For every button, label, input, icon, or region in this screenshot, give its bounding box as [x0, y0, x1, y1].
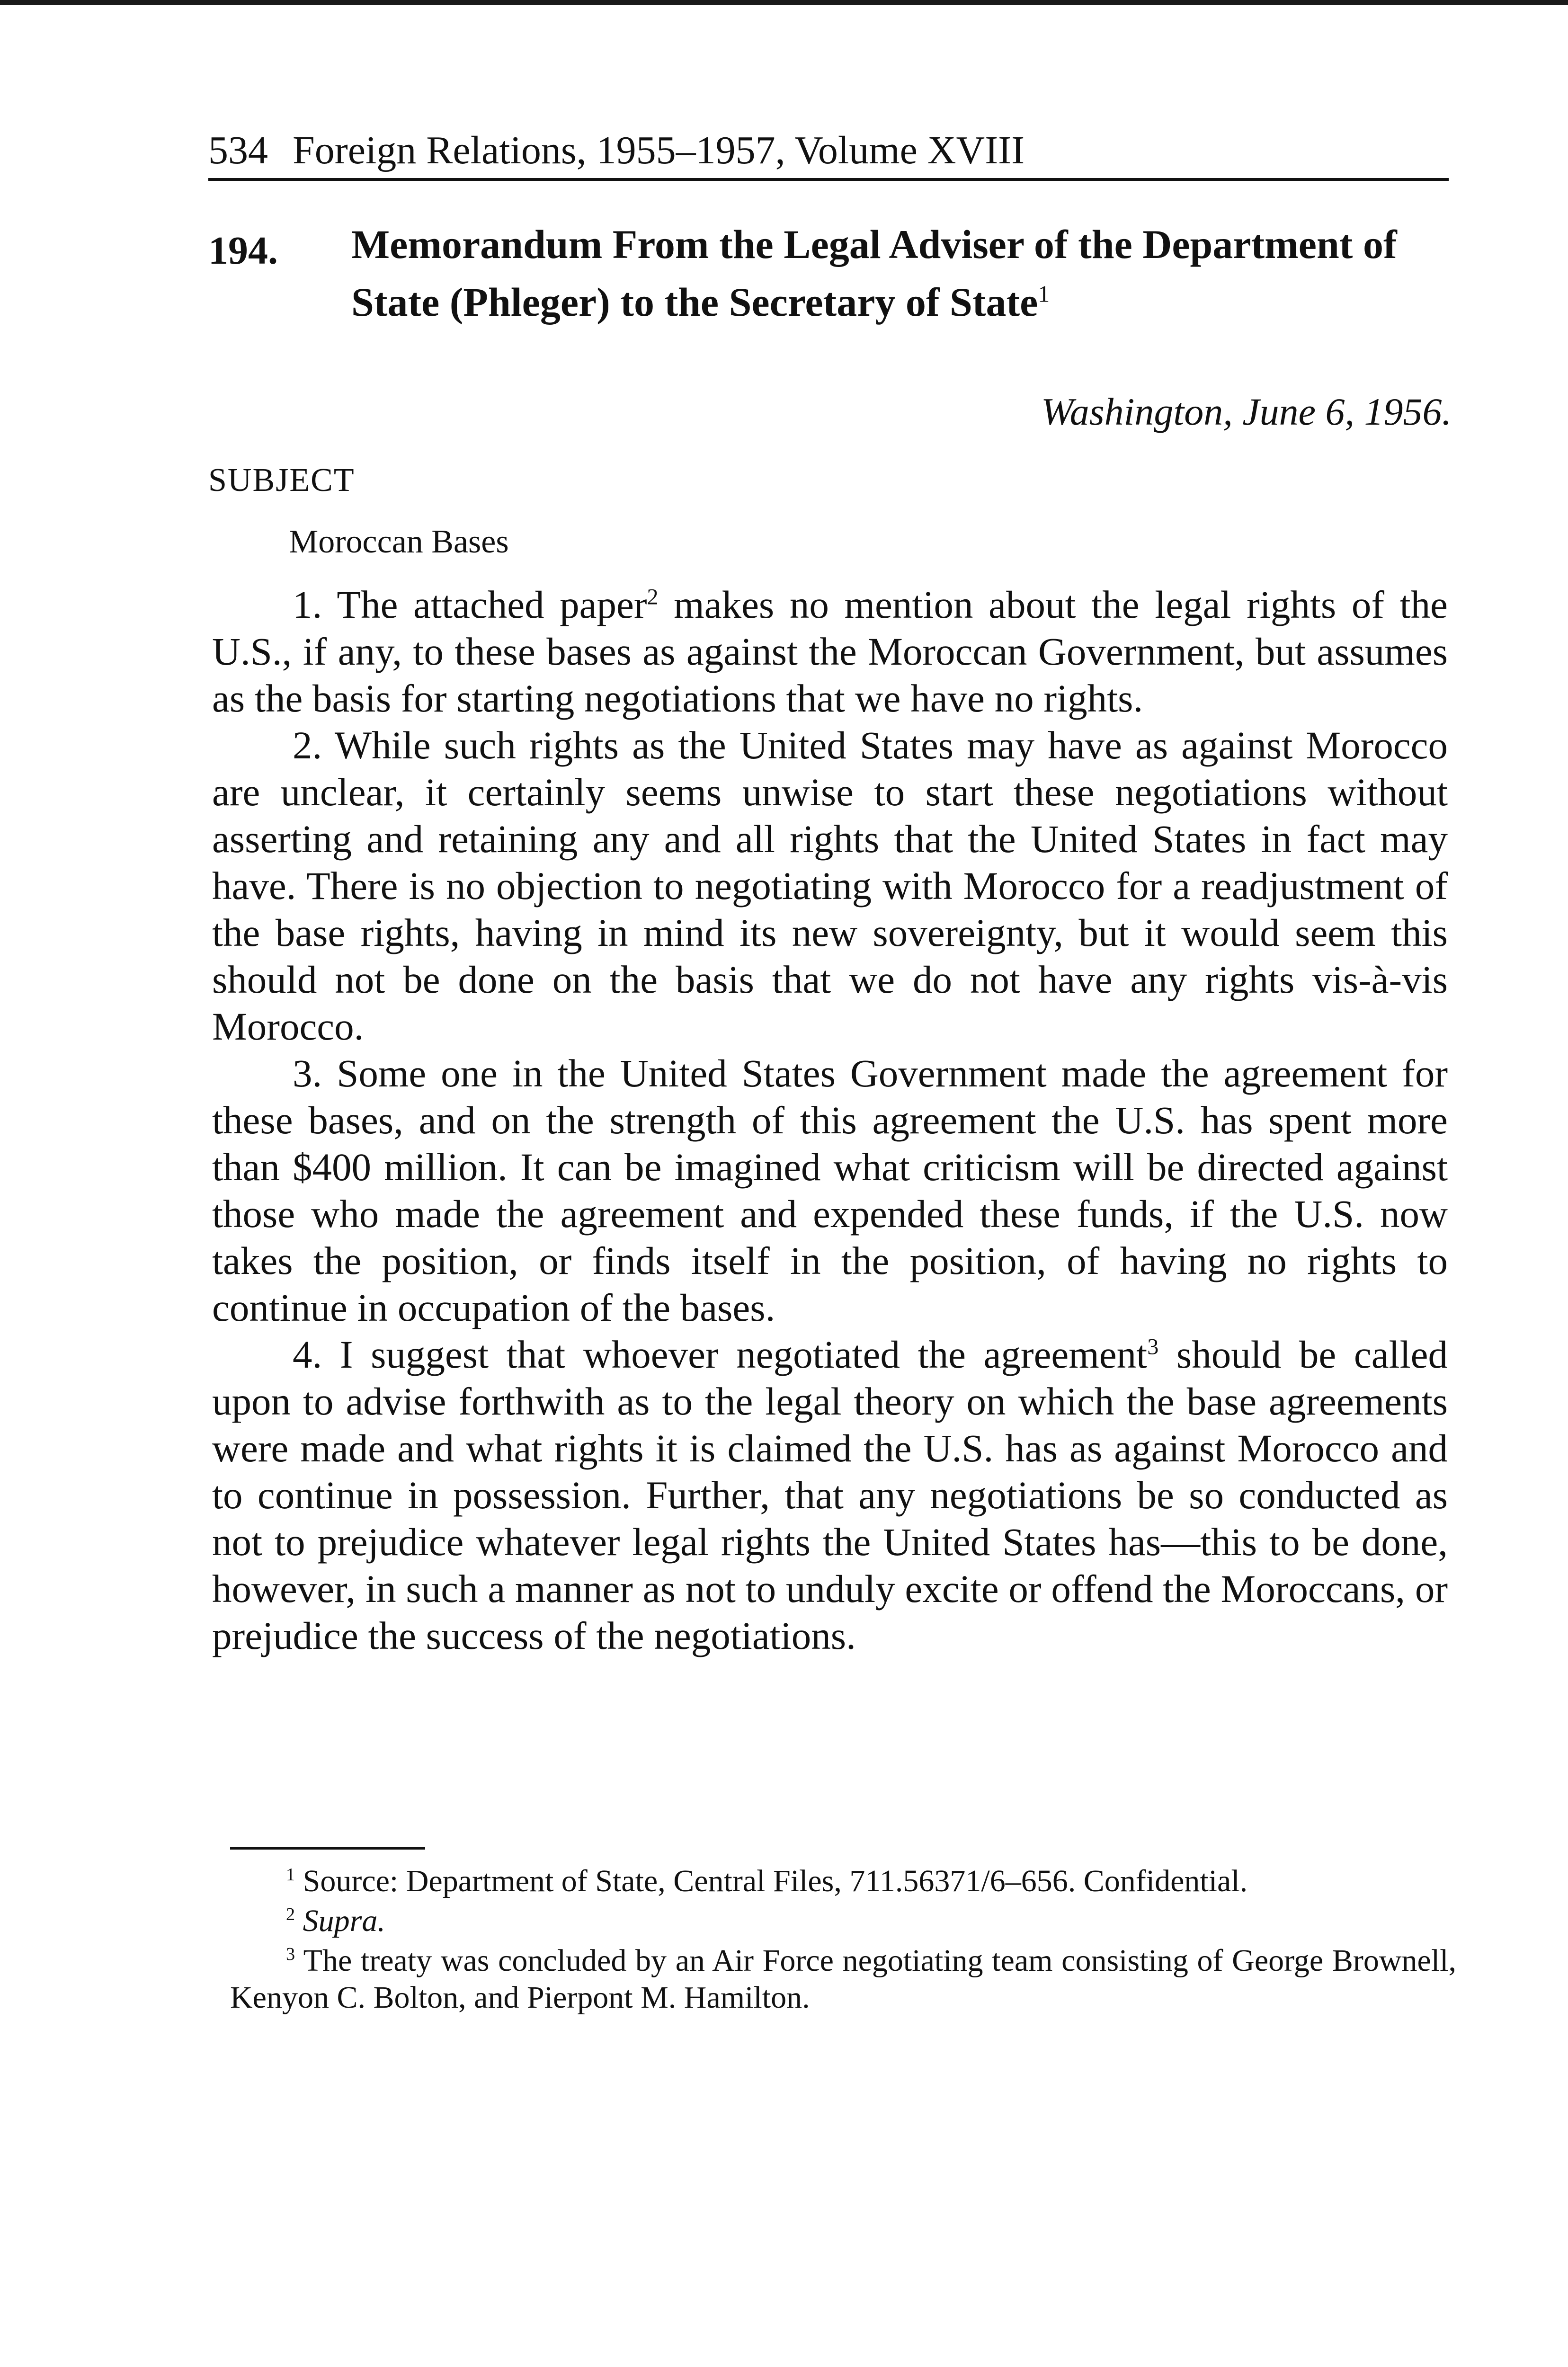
footnote-mark-3: 3 [286, 1944, 295, 1964]
paragraph-1-text-b: makes no mention about the legal rights of the U.S., if any, to these bases as against the Moroccan Government, but assumes as the basis for starting negotiations that we have no rights. [212, 583, 1448, 720]
memo-body [212, 581, 1448, 1659]
dateline: Washington, June 6, 1956. [1041, 390, 1452, 433]
paragraph-1 [212, 581, 1448, 722]
footnote-1 [230, 1863, 1456, 1900]
footnote-divider [230, 1847, 425, 1850]
footnote-3 [230, 1942, 1456, 2016]
paragraph-4 [212, 1331, 1448, 1659]
footnote-2-text: Supra. [303, 1904, 385, 1938]
subject-value: Moroccan Bases [289, 524, 509, 560]
paragraph-1-text-a: 1. The attached paper [293, 583, 647, 626]
footnotes [230, 1863, 1456, 2019]
footnote-2 [230, 1903, 1456, 1940]
page-number: 534 [208, 128, 268, 172]
footnote-3-text: The treaty was concluded by an Air Force negotiating team consisting of George Brownell, Kenyon C. Bolton, and Pierpont M. Hamilton. [230, 1943, 1456, 2015]
title-footnote-ref[interactable]: 1 [1038, 281, 1050, 307]
footnote-ref-3[interactable]: 3 [1147, 1334, 1159, 1360]
paragraph-2: 2. While such rights as the United States may have as against Morocco are unclear, it certainly seems unwise to start these negotiations without asserting and retaining any and all rights that the United States in fact may have. There is no objection to negotiating with Morocco for a readjustment of the base rights, having in mind its new sovereignty, but it would seem this should not be done on the basis that we do not have any rights vis-à-vis Morocco. [212, 723, 1448, 1048]
footnote-mark-2: 2 [286, 1904, 295, 1924]
running-head [208, 128, 1449, 181]
document-number: 194. [208, 229, 278, 273]
document-title-text: Memorandum From the Legal Adviser of the Department of State (Phleger) to the Secretary of State [351, 222, 1397, 325]
footnote-1-text: Source: Department of State, Central Files, 711.56371/6–656. Confidential. [303, 1864, 1248, 1898]
paragraph-3: 3. Some one in the United States Government made the agreement for these bases, and on the strength of this agreement the U.S. has spent more than $400 million. It can be imagined what criticism will be directed against those who made the agreement and expended these funds, if the U.S. now takes the position, or finds itself in the position, of having no rights to continue in occupation of the bases. [212, 1051, 1448, 1329]
footnote-ref-2[interactable]: 2 [647, 584, 659, 610]
paragraph-4-text-b: should be called upon to advise forthwith as to the legal theory on which the base agreements were made and what rights it is claimed the U.S. has as against Morocco and to continue in possession. Further, that any negotiations be so conducted as not to prejudice whatever legal rights the United States has—this to be done, however, in such a manner as not to unduly excite or offend the Moroccans, or prejudice the success of the negotiations. [212, 1333, 1448, 1657]
footnote-mark-1: 1 [286, 1865, 295, 1885]
volume-title: Foreign Relations, 1955–1957, Volume XVIII [293, 128, 1025, 172]
paragraph-4-text-a: 4. I suggest that whoever negotiated the agreement [293, 1333, 1148, 1376]
subject-label: SUBJECT [208, 462, 355, 498]
document-title [351, 215, 1454, 331]
scan-top-edge [0, 0, 1568, 5]
